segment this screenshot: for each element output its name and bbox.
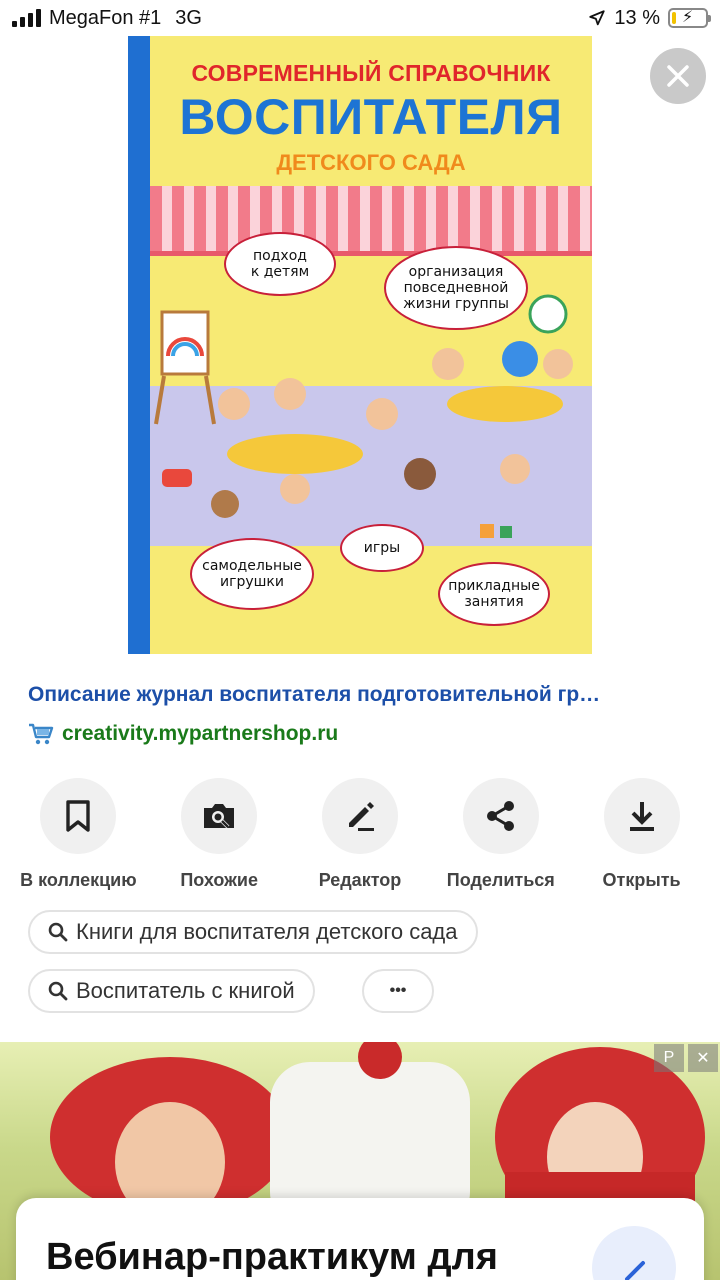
child-figure <box>543 349 573 379</box>
cover-title-line1: СОВРЕМЕННЫЙ СПРАВОЧНИК <box>191 60 551 86</box>
cloud-label: прикладные занятия <box>438 562 550 626</box>
action-bar <box>0 778 720 891</box>
toy-car <box>162 469 192 487</box>
ad-next-button[interactable] <box>592 1226 676 1280</box>
result-title-link[interactable]: Описание журнал воспитателя подготовительной гр… <box>28 683 601 706</box>
classroom-illustration <box>150 264 592 564</box>
cloud-label: самодельные игрушки <box>190 538 314 610</box>
source-link[interactable] <box>28 722 338 746</box>
location-arrow-icon <box>588 9 606 27</box>
child-figure <box>432 348 464 380</box>
ad-title: Вебинар-практикум для <box>46 1236 498 1278</box>
child-figure <box>366 398 398 430</box>
action-label: Открыть <box>602 870 681 890</box>
chip-label: Книги для воспитателя детского сада <box>76 919 458 944</box>
save-to-collection-button[interactable] <box>12 778 144 891</box>
action-circle <box>463 778 539 854</box>
child-figure <box>280 474 310 504</box>
ad-banner[interactable] <box>0 1042 720 1280</box>
ad-close-button[interactable]: ✕ <box>688 1044 718 1072</box>
action-label: Поделиться <box>446 870 555 890</box>
chip-label: Воспитатель с книгой <box>76 978 295 1003</box>
ad-card[interactable] <box>16 1198 704 1280</box>
action-label: Похожие <box>180 870 259 890</box>
child-figure <box>218 388 250 420</box>
cover-spine <box>128 36 150 654</box>
action-circle <box>604 778 680 854</box>
search-icon <box>48 981 68 1001</box>
round-table-left <box>227 434 363 474</box>
similar-images-button[interactable] <box>153 778 285 891</box>
ad-label-badge[interactable]: Р <box>654 1044 684 1072</box>
action-circle <box>181 778 257 854</box>
more-icon: ••• <box>389 982 407 999</box>
charging-bolt-icon: ⚡ <box>682 9 694 26</box>
battery-level <box>672 12 676 24</box>
toy-blocks <box>480 524 494 538</box>
close-button[interactable] <box>650 48 706 104</box>
cloud-label: подход к детям <box>224 232 336 296</box>
editor-button[interactable] <box>294 778 426 891</box>
child-figure <box>274 378 306 410</box>
round-table-right <box>447 386 563 422</box>
cover-awning <box>150 186 592 256</box>
share-icon <box>484 799 518 833</box>
battery-icon <box>668 8 708 28</box>
source-domain: creativity.mypartnershop.ru <box>62 722 339 745</box>
signal-icon <box>12 9 41 27</box>
search-icon <box>48 922 68 942</box>
share-button[interactable] <box>435 778 567 891</box>
status-bar <box>0 0 720 36</box>
more-button[interactable] <box>362 969 434 1013</box>
cloud-label: игры <box>340 524 424 572</box>
clock-illustration <box>530 296 566 332</box>
action-circle <box>322 778 398 854</box>
teddy-bear <box>211 490 239 518</box>
action-label: В коллекцию <box>20 870 137 890</box>
child-figure <box>500 454 530 484</box>
close-icon <box>664 62 692 90</box>
open-download-button[interactable] <box>576 778 708 891</box>
chevron-right-icon <box>617 1251 651 1280</box>
globe-illustration <box>502 341 538 377</box>
action-circle <box>40 778 116 854</box>
cloud-label: организация повседневной жизни группы <box>384 246 528 330</box>
pencil-icon <box>343 799 377 833</box>
related-search-chip[interactable] <box>28 910 478 954</box>
image-viewer <box>0 36 720 654</box>
cover-title-line3: ДЕТСКОГО САДА <box>276 150 466 175</box>
network-type: 3G <box>175 6 202 29</box>
child-figure <box>404 458 436 490</box>
battery-percent: 13 % <box>614 6 660 29</box>
camera-search-icon <box>201 800 237 832</box>
easel-illustration <box>156 312 214 424</box>
toy-blocks <box>500 526 512 538</box>
bookmark-icon <box>63 799 93 833</box>
carrier-name: MegaFon #1 <box>49 6 162 29</box>
action-label: Редактор <box>318 870 402 890</box>
related-search-chip[interactable] <box>28 969 315 1013</box>
download-icon <box>627 799 657 833</box>
shopping-cart-icon <box>28 722 54 746</box>
book-cover-image[interactable] <box>128 36 592 654</box>
cover-title-line2: ВОСПИТАТЕЛЯ <box>179 89 563 145</box>
